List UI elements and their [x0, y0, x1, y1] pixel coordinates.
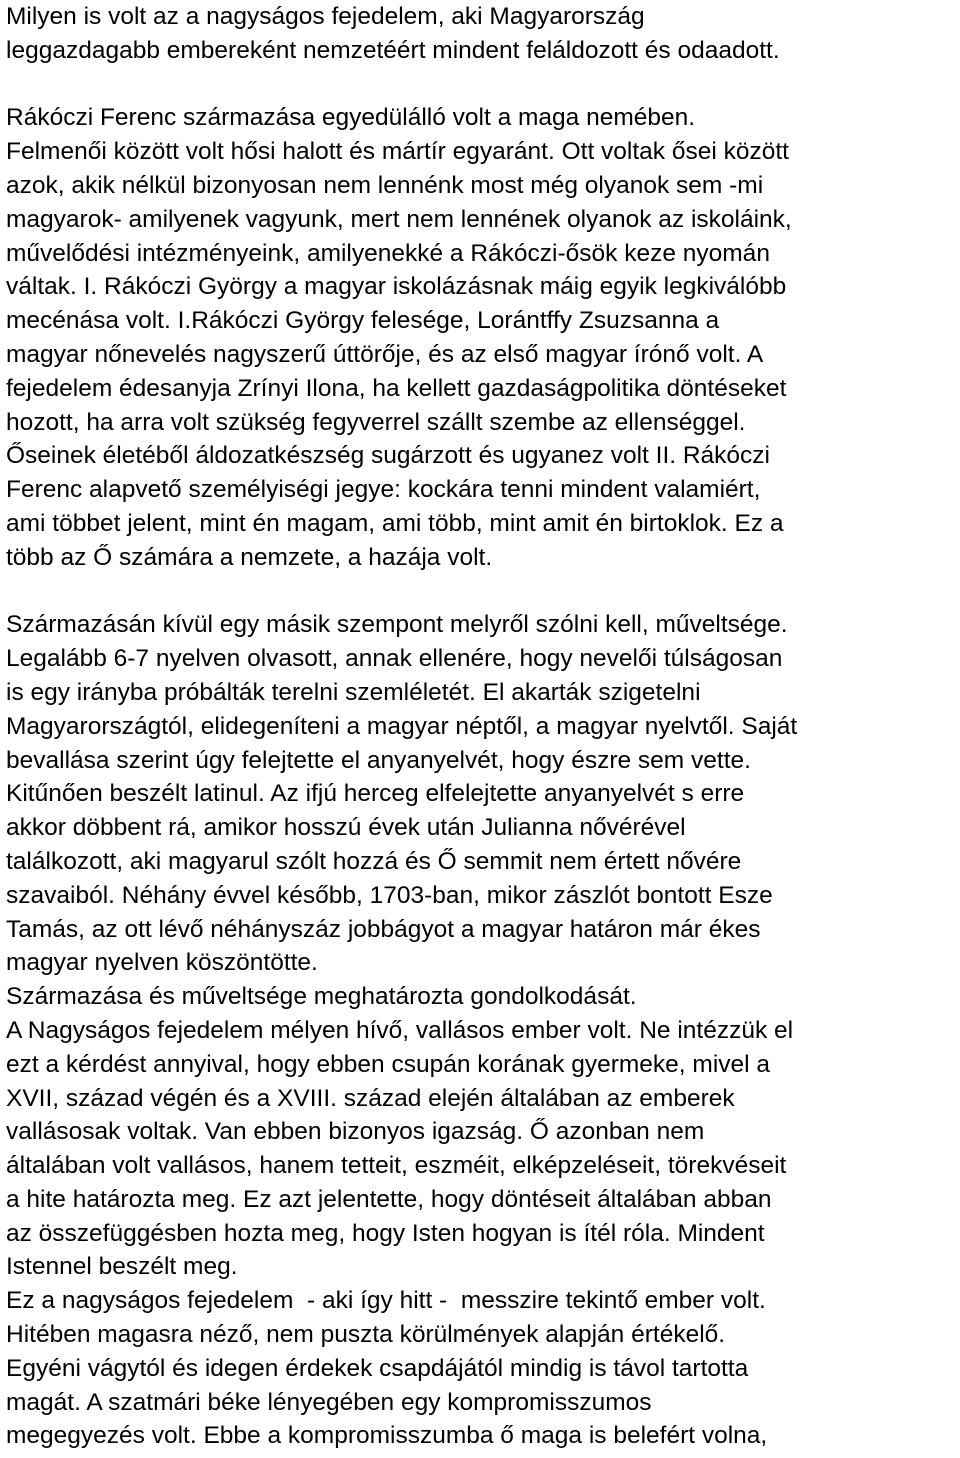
- text-line: akkor döbbent rá, amikor hosszú évek után Julianna nővérével: [6, 814, 686, 842]
- text-line: Felmenői között volt hősi halott és mártír egyaránt. Ott voltak ősei között: [6, 138, 789, 166]
- document-body: [6, 0, 954, 1453]
- text-line: több az Ő számára a nemzete, a hazája volt.: [6, 543, 493, 571]
- text-line: magyar nőnevelés nagyszerű úttörője, és az első magyar írónő volt. A: [6, 340, 764, 368]
- text-line: XVII, század végén és a XVIII. század elején általában az emberek: [6, 1084, 735, 1112]
- text-line: Magyarországtól, elidegeníteni a magyar néptől, a magyar nyelvtől. Saját: [6, 712, 798, 740]
- text-line: szavaiból. Néhány évvel később, 1703-ban, mikor zászlót bontott Esze: [6, 881, 773, 909]
- text-line: magyar nyelven köszöntötte.: [6, 949, 318, 977]
- text-line: ami többet jelent, mint én magam, ami több, mint amit én birtoklok. Ez a: [6, 509, 784, 537]
- text-line: Tamás, az ott lévő néhányszáz jobbágyot a magyar határon már ékes: [6, 915, 761, 943]
- text-line: azok, akik nélkül bizonyosan nem lennénk most még olyanok sem -mi: [6, 171, 764, 199]
- text-line: Egyéni vágytól és idegen érdekek csapdájától mindig is távol tartotta: [6, 1354, 749, 1382]
- text-line: Rákóczi Ferenc származása egyedülálló volt a maga nemében.: [6, 104, 696, 132]
- text-line: fejedelem édesanyja Zrínyi Ilona, ha kellett gazdaságpolitika döntéseket: [6, 374, 787, 402]
- text-line: megegyezés volt. Ebbe a kompromisszumba ő maga is belefért volna,: [6, 1422, 768, 1450]
- text-line: Őseinek életéből áldozatkészség sugárzott és ugyanez volt II. Rákóczi: [6, 442, 770, 470]
- text-line: mecénása volt. I.Rákóczi György felesége, Lorántffy Zsuzsanna a: [6, 307, 720, 335]
- text-line: Származásán kívül egy másik szempont melyről szólni kell, műveltsége.: [6, 611, 788, 639]
- text-line: vallásosak voltak. Van ebben bizonyos igazság. Ő azonban nem: [6, 1118, 705, 1146]
- text-line: Kitűnően beszélt latinul. Az ifjú herceg elfelejtette anyanyelvét s erre: [6, 780, 745, 808]
- text-line: váltak. I. Rákóczi György a magyar iskolázásnak máig egyik legkiválóbb: [6, 273, 787, 301]
- text-line: Ez a nagyságos fejedelem - aki így hitt - messzire tekintő ember volt.: [6, 1287, 766, 1315]
- text-line: A Nagyságos fejedelem mélyen hívő, vallásos ember volt. Ne intézzük el: [6, 1016, 794, 1044]
- text-line: magát. A szatmári béke lényegében egy kompromisszumos: [6, 1388, 652, 1416]
- text-line: a hite határozta meg. Ez azt jelentette, hogy döntéseit általában abban: [6, 1185, 772, 1213]
- text-line: általában volt vallásos, hanem tetteit, eszméit, elképzeléseit, törekvéseit: [6, 1152, 787, 1180]
- text-line: Milyen is volt az a nagyságos fejedelem, aki Magyarország: [6, 3, 645, 30]
- text-line: is egy irányba próbálták terelni szemléletét. El akarták szigetelni: [6, 678, 701, 706]
- text-line: leggazdagabb embereként nemzetéért mindent feláldozott és odaadott.: [6, 36, 780, 64]
- text-line: ezt a kérdést annyival, hogy ebben csupán korának gyermeke, mivel a: [6, 1050, 771, 1078]
- text-line: találkozott, aki magyarul szólt hozzá és Ő semmit nem értett nővére: [6, 847, 742, 875]
- text-line: az összefüggésben hozta meg, hogy Isten hogyan is ítél róla. Mindent: [6, 1219, 765, 1247]
- paragraph-break: [6, 68, 954, 102]
- text-line: Ferenc alapvető személyiségi jegye: kockára tenni mindent valamiért,: [6, 476, 761, 504]
- text-line: Legalább 6-7 nyelven olvasott, annak ellenére, hogy nevelői túlságosan: [6, 645, 783, 673]
- paragraph-break: [6, 575, 954, 609]
- text-line: Istennel beszélt meg.: [6, 1253, 238, 1281]
- text-line: Származása és műveltsége meghatározta gondolkodását.: [6, 983, 637, 1011]
- text-line: magyarok- amilyenek vagyunk, mert nem lennének olyanok az iskoláink,: [6, 205, 792, 233]
- text-line: Hitében magasra néző, nem puszta körülmények alapján értékelő.: [6, 1321, 726, 1349]
- text-line: bevallása szerint úgy felejtette el anyanyelvét, hogy észre sem vette.: [6, 746, 751, 774]
- text-line: hozott, ha arra volt szükség fegyverrel szállt szembe az ellenséggel.: [6, 408, 746, 436]
- text-line: művelődési intézményeink, amilyenekké a Rákóczi-ősök keze nyomán: [6, 239, 770, 267]
